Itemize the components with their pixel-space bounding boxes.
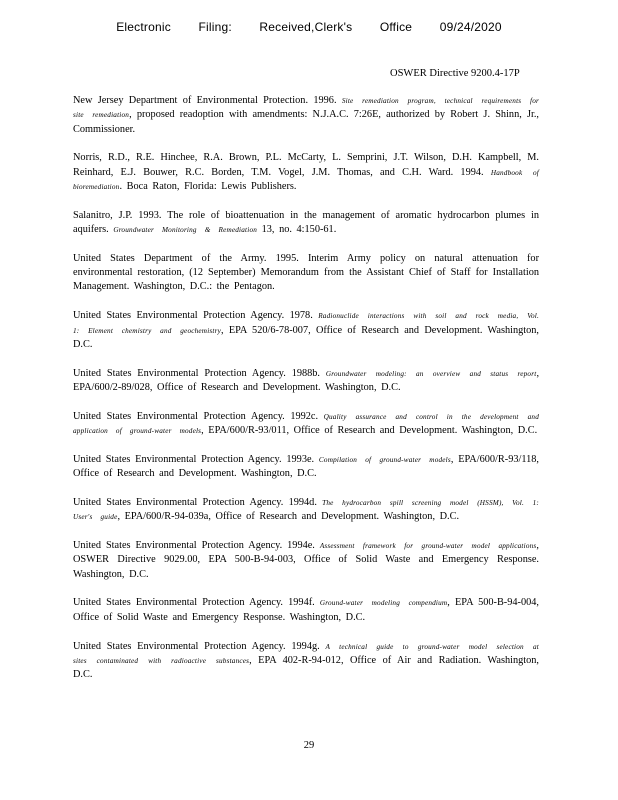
- reference-title: Groundwater modeling: an overview and status report: [325, 369, 537, 378]
- reference-entry: United States Environmental Protection Agency. 1994e. Assessment framework for ground-water model applications, OSWER Directive 9029.00, EPA 500-B-94-003, Office of Solid Waste and Emergency Response. Washington, D.C.: [73, 540, 539, 580]
- reference-title: Groundwater Monitoring & Remediation: [113, 226, 258, 235]
- reference-entry: United States Environmental Protection Agency. 1988b. Groundwater modeling: an overview and status report, EPA/600/2-89/028, Office of Research and Development. Washington, D.C.: [73, 367, 540, 393]
- header-received: Received,Clerk's: [259, 20, 353, 34]
- header-date: 09/24/2020: [439, 20, 502, 34]
- reference-entry: United States Environmental Protection Agency. 1992c. Quality assurance and control in the development and application of ground-water models, EPA/600/R-93/011, Office of Research and Development. Washington, D.C.: [73, 410, 539, 437]
- reference-list: [73, 94, 539, 697]
- reference-title: Ground-water modeling compendium: [319, 599, 448, 608]
- reference-title: The hydrocarbon spill screening model (HSSM), Vol. 1: User's guide: [73, 498, 539, 522]
- filing-header: [0, 20, 618, 34]
- header-filing: Filing:: [198, 20, 232, 34]
- header-office: Office: [379, 20, 413, 34]
- directive-number: OSWER Directive 9200.4-17P: [390, 68, 520, 79]
- reference-entry: United States Environmental Protection Agency. 1994f. Ground-water modeling compendium, EPA 500-B-94-004, Office of Solid Waste and Emergency Response. Washington, D.C.: [73, 597, 539, 623]
- reference-entry: United States Department of the Army. 1995. Interim Army policy on natural attenuation for environmental restoration, (12 September) Memorandum from the Assistant Chief of Staff for Installation Management. Washington, D.C.: the Pentagon.: [73, 252, 539, 293]
- reference-title: Site remediation program, technical requirements for site remediation: [73, 97, 539, 120]
- reference-entry: United States Environmental Protection Agency. 1978. Radionuclide interactions with soil and rock media, Vol. 1: Element chemistry and geochemistry, EPA 520/6-78-007, Office of Research and Development. Washington, D.C.: [73, 310, 539, 350]
- reference-title: Assessment framework for ground-water model applications: [319, 542, 537, 551]
- reference-title: Radionuclide interactions with soil and rock media, Vol. 1: Element chemistry and geochemistry: [73, 312, 539, 335]
- reference-entry: United States Environmental Protection Agency. 1994d. The hydrocarbon spill screening model (HSSM), Vol. 1: User's guide, EPA/600/R-94-039a, Office of Research and Development. Washington, D.C.: [73, 496, 539, 523]
- reference-title: Compilation of ground-water models: [318, 455, 451, 464]
- reference-entry: United States Environmental Protection Agency. 1994g. A technical guide to ground-water model selection at sites contaminated with radioactive substances, EPA 402-R-94-012, Office of Air and Radiation. Washington, D.C.: [73, 640, 540, 681]
- reference-entry: Salanitro, J.P. 1993. The role of bioattenuation in the management of aromatic hydrocarbon plumes in aquifers. Groundwater Monitoring & Remediation 13, no. 4:150-61.: [73, 209, 539, 236]
- reference-title: Quality assurance and control in the development and application of ground-water models: [73, 412, 539, 436]
- page-number: 29: [303, 740, 315, 751]
- reference-title: A technical guide to ground-water model selection at sites contaminated with radioactive substances: [73, 642, 540, 665]
- header-electronic: Electronic: [116, 20, 171, 34]
- reference-entry: New Jersey Department of Environmental Protection. 1996. Site remediation program, technical requirements for site remediation, proposed readoption with amendments: N.J.A.C. 7:26E, authorized by Robert J. Shinn, Jr., Commissioner.: [73, 95, 539, 135]
- reference-title: Handbook of bioremediation: [73, 168, 540, 191]
- reference-entry: Norris, R.D., R.E. Hinchee, R.A. Brown, P.L. McCarty, L. Semprini, J.T. Wilson, D.H. Kampbell, M. Reinhard, E.J. Bouwer, R.C. Borden, T.M. Vogel, J.M. Thomas, and C.H. Ward. 1994. Handbook of bioremediation. Boca Raton, Florida: Lewis Publishers.: [73, 152, 540, 192]
- reference-entry: United States Environmental Protection Agency. 1993e. Compilation of ground-water models, EPA/600/R-93/118, Office of Research and Development. Washington, D.C.: [73, 453, 539, 480]
